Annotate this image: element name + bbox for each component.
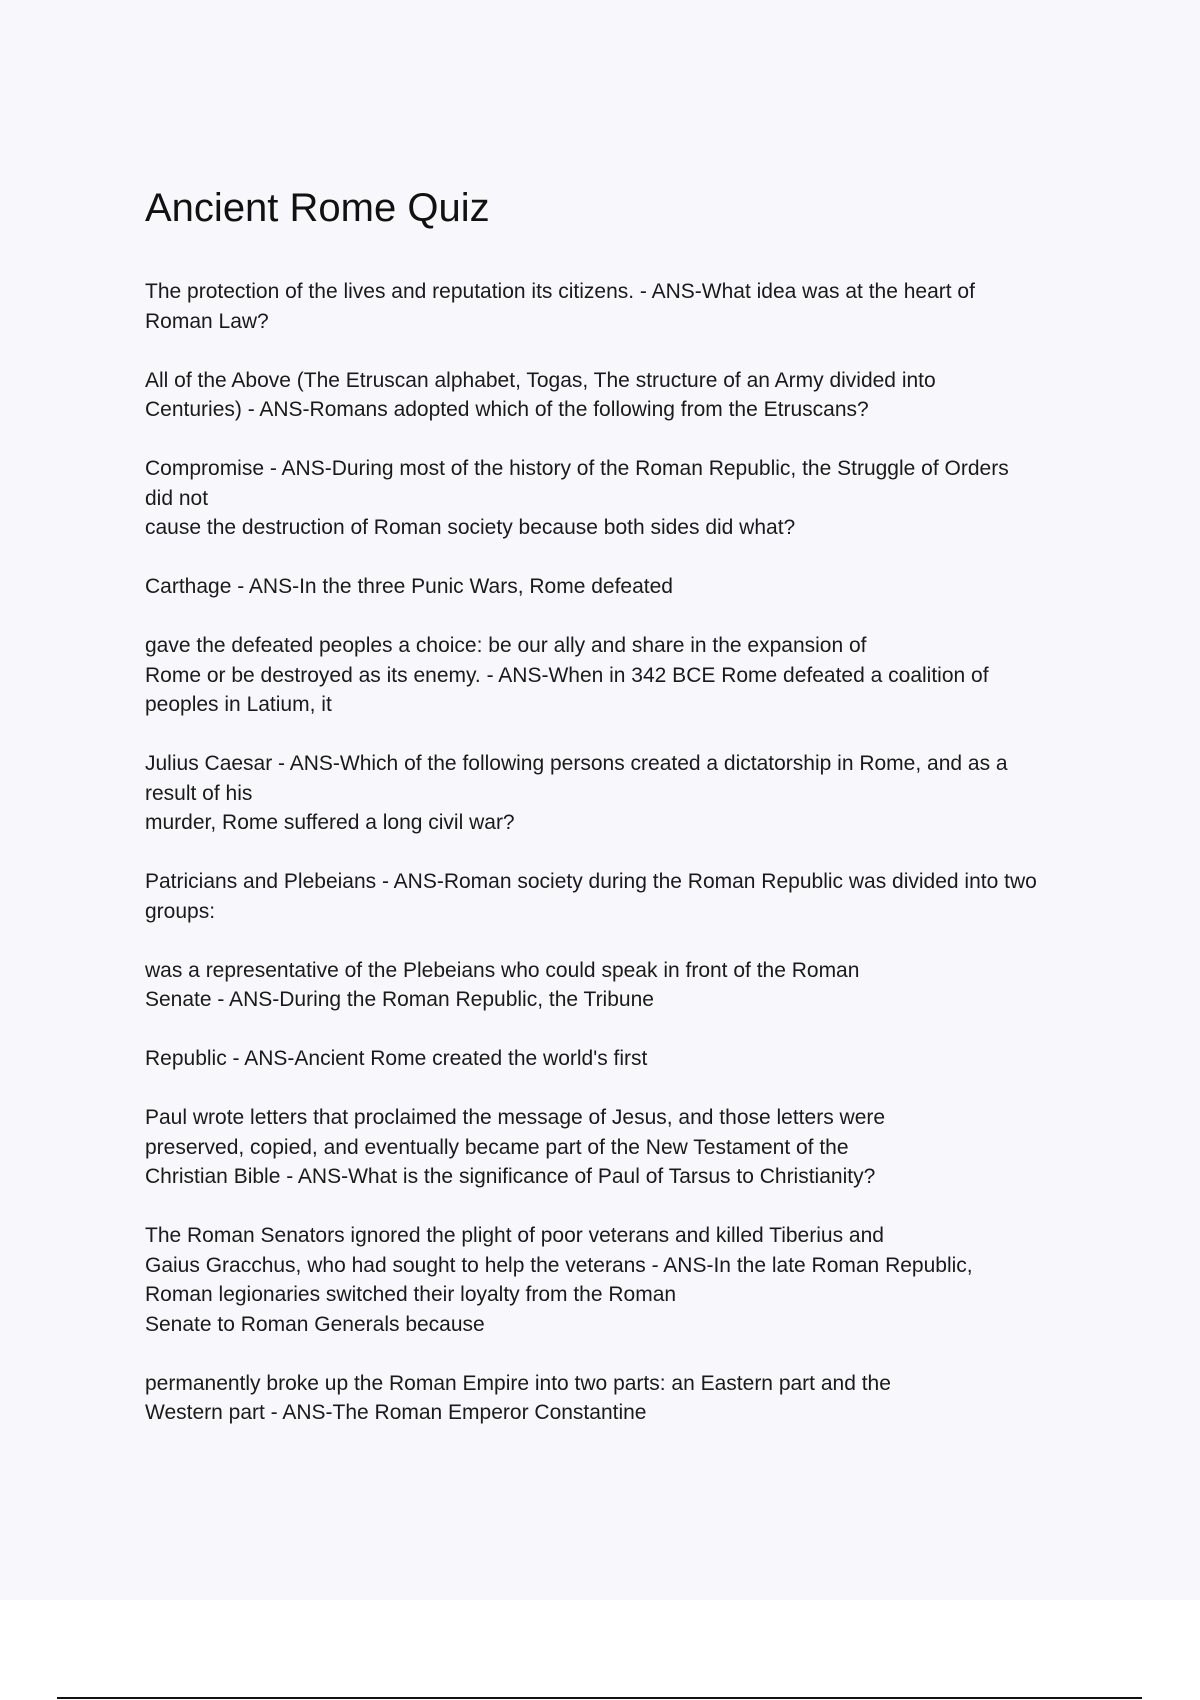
page-title: Ancient Rome Quiz xyxy=(145,186,490,230)
quiz-entry-line: gave the defeated peoples a choice: be our ally and share in the expansion of xyxy=(145,634,867,657)
quiz-entry xyxy=(145,1369,1105,1428)
quiz-entry xyxy=(145,631,1105,720)
quiz-entry-line: Rome or be destroyed as its enemy. - ANS-When in 342 BCE Rome defeated a coalition of xyxy=(145,663,989,687)
quiz-entry xyxy=(145,277,1105,336)
quiz-entry-line: Republic - ANS-Ancient Rome created the world's first xyxy=(145,1047,648,1070)
quiz-entry-line: Senate - ANS-During the Roman Republic, the Tribune xyxy=(145,988,654,1011)
quiz-entry xyxy=(145,366,1105,425)
quiz-entry-line: did not xyxy=(145,486,209,510)
quiz-entry-line: groups: xyxy=(145,899,216,923)
quiz-entry-line: Compromise - ANS-During most of the history of the Roman Republic, the Struggle of Orders xyxy=(145,457,1009,480)
quiz-entry-line: Roman Law? xyxy=(145,309,269,333)
quiz-entry xyxy=(145,1103,1105,1192)
quiz-entry-line: Centuries) - ANS-Romans adopted which of the following from the Etruscans? xyxy=(145,398,869,421)
footer-rule xyxy=(57,1697,1142,1699)
quiz-entry-line: was a representative of the Plebeians who could speak in front of the Roman xyxy=(145,958,860,982)
quiz-entry xyxy=(145,1221,1105,1339)
quiz-entry-line: Gaius Gracchus, who had sought to help the veterans - ANS-In the late Roman Republic, xyxy=(145,1253,973,1277)
quiz-entry xyxy=(145,454,1105,543)
quiz-entry-line: Roman legionaries switched their loyalty from the Roman xyxy=(145,1283,677,1306)
quiz-entry-line: murder, Rome suffered a long civil war? xyxy=(145,811,515,834)
quiz-entry xyxy=(145,956,1105,1015)
quiz-entries xyxy=(145,277,1105,1428)
quiz-entry-line: permanently broke up the Roman Empire into two parts: an Eastern part and the xyxy=(145,1371,891,1395)
quiz-entry-line: Patricians and Plebeians - ANS-Roman society during the Roman Republic was divided into two xyxy=(145,870,1037,893)
quiz-entry-line: Paul wrote letters that proclaimed the message of Jesus, and those letters were xyxy=(145,1106,886,1129)
quiz-entry-line: Julius Caesar - ANS-Which of the following persons created a dictatorship in Rome, and as a xyxy=(145,752,1008,775)
quiz-entry-line: Senate to Roman Generals because xyxy=(145,1312,485,1336)
quiz-entry-line: cause the destruction of Roman society because both sides did what? xyxy=(145,516,796,539)
quiz-entry xyxy=(145,867,1105,926)
quiz-entry-line: All of the Above (The Etruscan alphabet, Togas, The structure of an Army divided into xyxy=(145,368,936,392)
quiz-entry-line: preserved, copied, and eventually became part of the New Testament of the xyxy=(145,1135,849,1159)
quiz-entry-line: Western part - ANS-The Roman Emperor Constantine xyxy=(145,1401,647,1424)
quiz-entry xyxy=(145,1044,1105,1074)
quiz-entry-line: peoples in Latium, it xyxy=(145,693,332,716)
quiz-entry-line: Carthage - ANS-In the three Punic Wars, Rome defeated xyxy=(145,575,673,598)
quiz-entry xyxy=(145,749,1105,838)
quiz-entry-line: result of his xyxy=(145,781,253,805)
quiz-entry-line: Christian Bible - ANS-What is the significance of Paul of Tarsus to Christianity? xyxy=(145,1165,876,1188)
quiz-entry-line: The Roman Senators ignored the plight of poor veterans and killed Tiberius and xyxy=(145,1224,884,1247)
document-content xyxy=(145,181,1105,1457)
quiz-entry xyxy=(145,572,1105,602)
quiz-entry-line: The protection of the lives and reputation its citizens. - ANS-What idea was at the heart of xyxy=(145,280,975,303)
